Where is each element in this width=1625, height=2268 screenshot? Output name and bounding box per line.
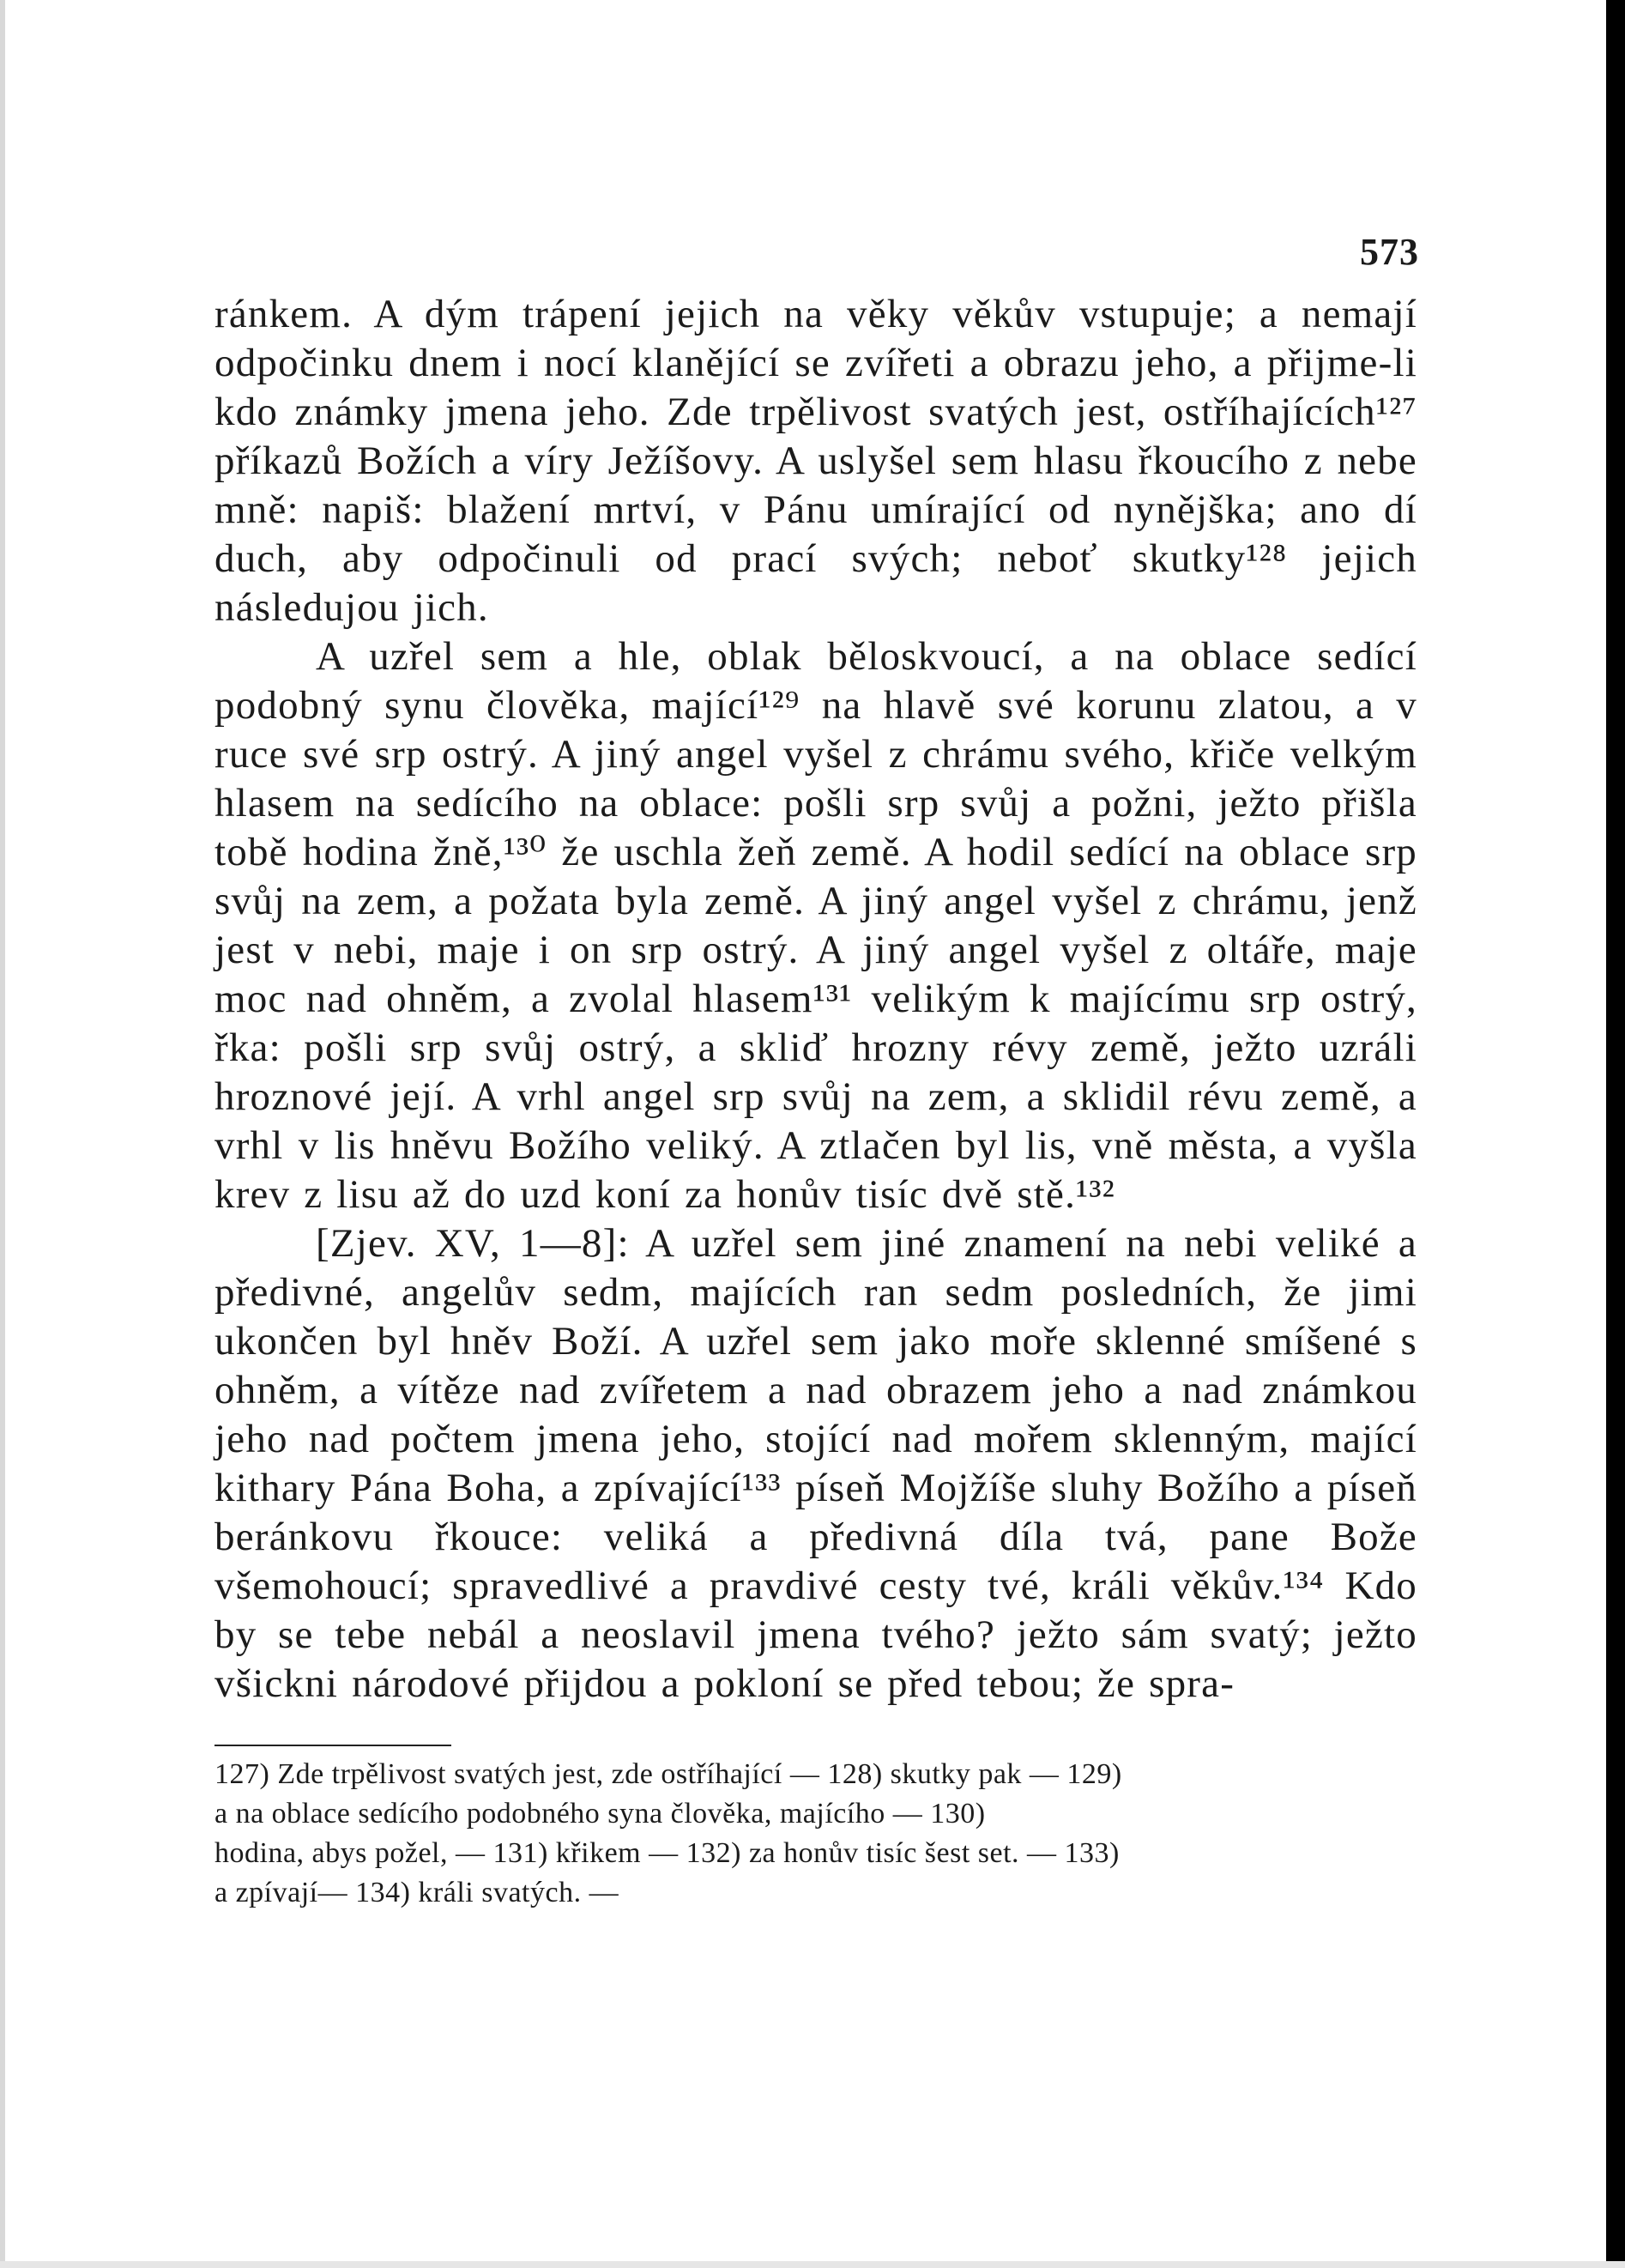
paragraph-3: [Zjev. XV, 1—8]: A uzřel sem jiné znamení na nebi veliké a předivné, angelův sedm, majících ran sedm posledních, že jimi ukončen byl hněv Boží. A uzřel sem jako moře sklenné smíšené s ohněm, a vítěze nad zvířetem a nad obrazem jeho a nad známkou jeho nad počtem jmena jeho, stojící nad mořem sklenným, mající kithary Pána Boha, a zpívající¹³³ píseň Mojžíše sluhy Božího a píseň beránkovu řkouce: veliká a předivná díla tvá, pane Bože všemohoucí; spravedlivé a pravdivé cesty tvé, králi věkův.¹³⁴ Kdo by se tebe nebál a neoslavil jmena tvého? ježto sám svatý; ježto všickni národové přijdou a pokloní se před tebou; že spra- xyxy=(214,1221,1417,1706)
scan-right-border xyxy=(1606,0,1625,2268)
footnote-line-2: a na oblace sedícího podobného syna člověka, majícího — 130) xyxy=(214,1798,986,1830)
footnote-divider xyxy=(214,1745,451,1746)
main-text xyxy=(214,290,1417,1709)
paragraph-2: A uzřel sem a hle, oblak běloskvoucí, a na oblace sedící podobný synu člověka, mající¹²⁹ na hlavě své korunu zlatou, a v ruce své srp ostrý. A jiný angel vyšel z chrámu svého, křiče velkým hlasem na sedícího na oblace: pošli srp svůj a požni, ježto přišla tobě hodina žně,¹³⁰ že uschla žeň země. A hodil sedící na oblace srp svůj na zem, a požata byla země. A jiný angel vyšel z chrámu, jenž jest v nebi, maje i on srp ostrý. A jiný angel vyšel z oltáře, maje moc nad ohněm, a zvolal hlasem¹³¹ velikým k majícímu srp ostrý, řka: pošli srp svůj ostrý, a skliď hrozny révy země, ježto uzráli hroznové její. A vrhl angel srp svůj na zem, a sklidil révu země, a vrhl v lis hněvu Božího veliký. A ztlačen byl lis, vně města, a vyšla krev z lisu až do uzd koní za honův tisíc dvě stě.¹³² xyxy=(214,634,1417,1217)
page-number: 573 xyxy=(1360,231,1419,273)
scan-left-edge xyxy=(0,0,5,2268)
footnotes xyxy=(214,1755,1417,1913)
scan-bottom-edge xyxy=(0,2261,1625,2268)
footnote-line-3: hodina, abys požel, — 131) křikem — 132) za honův tisíc šest set. — 133) xyxy=(214,1837,1120,1869)
footnote-line-4: a zpívají— 134) králi svatých. — xyxy=(214,1877,619,1908)
page-body xyxy=(214,290,1417,1913)
footnote-line-1: 127) Zde trpělivost svatých jest, zde ostříhající — 128) skutky pak — 129) xyxy=(214,1758,1122,1790)
paragraph-1: ránkem. A dým trápení jejich na věky věkův vstupuje; a nemají odpočinku dnem i nocí klanějící se zvířeti a obrazu jeho, a přijme-li kdo známky jmena jeho. Zde trpělivost svatých jest, ostříhajících¹²⁷ příkazů Božích a víry Ježíšovy. A uslyšel sem hlasu řkoucího z nebe mně: napiš: blažení mrtví, v Pánu umírající od nynějška; ano dí duch, aby odpočinuli od prací svých; neboť skutky¹²⁸ jejich následujou jich. xyxy=(214,292,1417,630)
